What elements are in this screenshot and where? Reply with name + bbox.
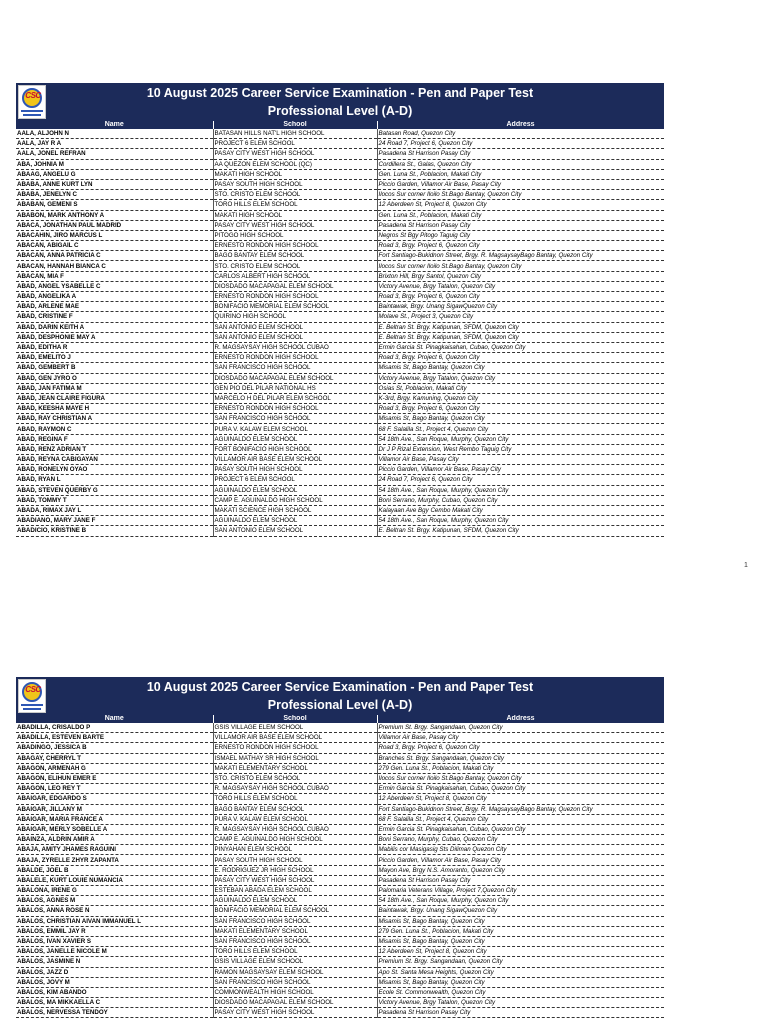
address-cell: Victory Avenue, Brgy Tatalon, Quezon City — [377, 998, 664, 1008]
table-row — [16, 977, 664, 987]
examinee-name-cell: ABADILLA, CRISALDO P — [16, 723, 213, 733]
address-cell: Pasadena St Harrison Pasay City — [377, 875, 664, 885]
school-cell: E. RODRIGUEZ JR HIGH SCHOOL — [213, 865, 377, 875]
address-cell: Baintawak, Brgy. Unang SigawQuezon City — [377, 906, 664, 916]
page-number: 1 — [744, 562, 748, 569]
school-cell: VILLAMOR AIR BASE ELEM SCHOOL — [213, 455, 377, 465]
examinee-name-cell: ABAGON, LEO REY T — [16, 784, 213, 794]
table-row — [16, 281, 664, 291]
address-cell: Gen. Luna St., Poblacion, Makati City — [377, 169, 664, 179]
address-cell: 68 F. Salalila St., Project 4, Quezon City — [377, 424, 664, 434]
examinee-name-cell: ABADILLA, ESTEVEN BARTE — [16, 733, 213, 743]
address-cell: Branches St. Brgy. Sangandaan, Quezon City — [377, 753, 664, 763]
school-cell: ERNESTO RONDON HIGH SCHOOL — [213, 404, 377, 414]
table-body — [16, 129, 664, 536]
address-cell: Fort Santiago-Bukidnon Street, Brgy. R. MagsaysayBago Bantay, Quezon City — [377, 804, 664, 814]
school-cell: ESTEBAN ABADA ELEM SCHOOL — [213, 886, 377, 896]
examinee-name-cell: ABAD, STEVEN QUERBY G — [16, 485, 213, 495]
address-cell: Ecole St. Commonwealth, Quezon City — [377, 987, 664, 997]
school-cell: QUIRINO HIGH SCHOOL — [213, 312, 377, 322]
examinee-name-cell: ABALOS, JANELLE NICOLE M — [16, 947, 213, 957]
exam-title: 10 August 2025 Career Service Examination - Pen and Paper Test — [146, 86, 534, 100]
school-cell: SAN FRANCISCO HIGH SCHOOL — [213, 977, 377, 987]
examinee-name-cell: ABAIGAR, MERLY SOBELLE A — [16, 824, 213, 834]
table-row — [16, 190, 664, 200]
address-cell: Premium St. Brgy. Sangandaan, Quezon City — [377, 957, 664, 967]
address-cell: Ermin Garcia St. Pinagkaisahan, Cubao, Quezon City — [377, 784, 664, 794]
table-row — [16, 312, 664, 322]
school-cell: PROJECT 6 ELEM SCHOOL — [213, 139, 377, 149]
address-cell: 54 18th Ave., San Roque, Murphy, Quezon City — [377, 516, 664, 526]
examinee-name-cell: ABAD, EMELITO J — [16, 353, 213, 363]
address-cell: E. Beltran St. Brgy. Katipunan, SFDM, Quezon City — [377, 526, 664, 536]
examinee-name-cell: ABADA, RIMAX JAY L — [16, 505, 213, 515]
table-row — [16, 916, 664, 926]
address-cell: Gen. Luna St., Poblacion, Makati City — [377, 210, 664, 220]
examinee-name-cell: ABALOS, ANNA ROSE N — [16, 906, 213, 916]
address-cell: Misamis St, Bago Bantay, Quezon City — [377, 916, 664, 926]
examinee-name-cell: ABABON, MARK ANTHONY A — [16, 210, 213, 220]
address-cell: Boni Serrano, Murphy, Cubao, Quezon City — [377, 495, 664, 505]
table-row — [16, 292, 664, 302]
table-row — [16, 896, 664, 906]
examinee-name-cell: ABAD, RYAN L — [16, 475, 213, 485]
address-cell: Premium St. Brgy. Sangandaan, Quezon City — [377, 723, 664, 733]
table-row — [16, 987, 664, 997]
school-cell: GSIS VILLAGE ELEM SCHOOL — [213, 957, 377, 967]
school-cell: PINYAHAN ELEM SCHOOL — [213, 845, 377, 855]
table-row — [16, 485, 664, 495]
address-cell: Misamis St, Bago Bantay, Quezon City — [377, 414, 664, 424]
table-row — [16, 139, 664, 149]
table-row — [16, 926, 664, 936]
examinee-name-cell: ABAD, JAN FATIMA M — [16, 383, 213, 393]
table-row — [16, 957, 664, 967]
table-row — [16, 784, 664, 794]
examinee-name-cell: ABAD, CRISTINE F — [16, 312, 213, 322]
address-cell: Villamor Air Base, Pasay City — [377, 733, 664, 743]
address-cell: Negros St Bgy Pitogo Taguig City — [377, 230, 664, 240]
address-cell: Misamis St, Bago Bantay, Quezon City — [377, 936, 664, 946]
table-row — [16, 434, 664, 444]
school-cell: AGUINALDO ELEM SCHOOL — [213, 896, 377, 906]
table-row — [16, 455, 664, 465]
school-cell: MAKATI HIGH SCHOOL — [213, 210, 377, 220]
examinee-name-cell: ABACAHIN, JIRO MARCUS L — [16, 230, 213, 240]
school-cell: SAN ANTONIO ELEM SCHOOL — [213, 332, 377, 342]
table-row — [16, 1008, 664, 1018]
address-cell: Ermin Garcia St. Pinagkaisahan, Cubao, Quezon City — [377, 342, 664, 352]
table-header-row — [16, 121, 664, 129]
table-body — [16, 723, 664, 1018]
address-cell: Ilocos Sur corner Iloilo St.Bago Bantay, Quezon City — [377, 773, 664, 783]
csc-logo-text: CSC — [25, 685, 41, 694]
address-cell: Boni Serrano, Murphy, Cubao, Quezon City — [377, 835, 664, 845]
address-cell: Road 3, Brgy. Project 6, Quezon City — [377, 743, 664, 753]
table-row — [16, 220, 664, 230]
school-cell: PASAY CITY WEST HIGH SCHOOL — [213, 149, 377, 159]
school-cell: SAN FRANCISCO HIGH SCHOOL — [213, 414, 377, 424]
school-cell: ERNESTO RONDON HIGH SCHOOL — [213, 353, 377, 363]
table-row — [16, 322, 664, 332]
examinee-name-cell: ABAD, REYNA CABIGAYAN — [16, 455, 213, 465]
examinee-name-cell: ABAD, GEMBERT B — [16, 363, 213, 373]
exam-header-banner — [16, 677, 664, 715]
table-header-row — [16, 715, 664, 723]
examinee-name-cell: ABAD, DESPHONIE MAY A — [16, 332, 213, 342]
school-cell: PITOGO HIGH SCHOOL — [213, 230, 377, 240]
school-cell: SAN FRANCISCO HIGH SCHOOL — [213, 363, 377, 373]
school-cell: PURA V. KALAW ELEM SCHOOL — [213, 814, 377, 824]
examinee-name-cell: ABA, JOHNIA M — [16, 159, 213, 169]
address-cell: Ilocos Sur corner Iloilo St.Bago Bantay, Quezon City — [377, 261, 664, 271]
table-row — [16, 169, 664, 179]
table-row — [16, 516, 664, 526]
school-cell: COMMONWEALTH HIGH SCHOOL — [213, 987, 377, 997]
address-cell: 68 F. Salalila St., Project 4, Quezon City — [377, 814, 664, 824]
examinee-name-cell: ABAGON, ELIHUN EMER E — [16, 773, 213, 783]
address-cell: 24 Road 7, Project 6, Quezon City — [377, 475, 664, 485]
examinee-name-cell: ABAIGAR, JILLANY M — [16, 804, 213, 814]
address-cell: Road 3, Brgy. Project 6, Quezon City — [377, 404, 664, 414]
address-cell: Ilocos Sur corner Iloilo St.Bago Bantay, Quezon City — [377, 190, 664, 200]
address-cell: E. Beltran St. Brgy. Katipunan, SFDM, Quezon City — [377, 322, 664, 332]
address-cell: Palomaria Veterans Village, Project 7,Quezon City — [377, 886, 664, 896]
examinee-name-cell: ABACAN, ABIGAIL C — [16, 241, 213, 251]
table-row — [16, 936, 664, 946]
school-cell: BONIFACIO MEMORIAL ELEM SCHOOL — [213, 302, 377, 312]
table-row — [16, 404, 664, 414]
table-row — [16, 302, 664, 312]
school-cell: R. MAGSAYSAY HIGH SCHOOL CUBAO — [213, 784, 377, 794]
examinee-name-cell: ABAD, EDITHA R — [16, 342, 213, 352]
table-row — [16, 967, 664, 977]
school-cell: PURA V. KALAW ELEM SCHOOL — [213, 424, 377, 434]
examinee-name-cell: ABADINGO, JESSICA B — [16, 743, 213, 753]
school-cell: PASAY SOUTH HIGH SCHOOL — [213, 855, 377, 865]
school-cell: FORT BONIFACIO HIGH SCHOOL — [213, 444, 377, 454]
page-1-sheet — [16, 83, 664, 537]
address-cell: Piccio Garden, Villamor Air Base, Pasay City — [377, 855, 664, 865]
table-row — [16, 526, 664, 536]
address-cell: Road 3, Brgy. Project 6, Quezon City — [377, 241, 664, 251]
exam-header-banner — [16, 83, 664, 121]
table-row — [16, 875, 664, 885]
table-row — [16, 383, 664, 393]
address-cell: Fort Santiago-Bukidnon Street, Brgy. R. MagsaysayBago Bantay, Quezon City — [377, 251, 664, 261]
table-row — [16, 241, 664, 251]
school-cell: TORO HILLS ELEM SCHOOL — [213, 794, 377, 804]
school-cell: PASAY CITY WEST HIGH SCHOOL — [213, 1008, 377, 1018]
table-row — [16, 495, 664, 505]
school-cell: AGUINALDO ELEM SCHOOL — [213, 434, 377, 444]
address-cell: Victory Avenue, Brgy Tatalon, Quezon City — [377, 281, 664, 291]
table-row — [16, 835, 664, 845]
examinee-name-cell: ABALOS, JAZZ D — [16, 967, 213, 977]
address-column-header: Address — [377, 121, 664, 129]
address-cell: Cordillera St., Galas, Quezon City — [377, 159, 664, 169]
examinee-name-cell: ABAD, RAY CHRISTIAN A — [16, 414, 213, 424]
examinee-name-cell: ABALDE, JOEL B — [16, 865, 213, 875]
address-cell: Victory Avenue, Brgy Tatalon, Quezon City — [377, 373, 664, 383]
examinee-name-cell: ABAD, GEN JYRO O — [16, 373, 213, 383]
name-column-header: Name — [16, 715, 213, 723]
address-cell: Piccio Garden, Villamor Air Base, Pasay City — [377, 179, 664, 189]
examinee-name-cell: ABALOS, EMMIL JAY R — [16, 926, 213, 936]
school-column-header: School — [213, 715, 377, 723]
examinee-name-cell: ABALOS, KIM ABANDO — [16, 987, 213, 997]
exam-subtitle: Professional Level (A-D) — [267, 104, 413, 118]
address-cell: Road 3, Brgy. Project 6, Quezon City — [377, 292, 664, 302]
examinee-name-cell: ABALOS, JOVY M — [16, 977, 213, 987]
table-row — [16, 886, 664, 896]
school-cell: SAN ANTONIO ELEM SCHOOL — [213, 526, 377, 536]
school-cell: SAN FRANCISCO HIGH SCHOOL — [213, 936, 377, 946]
table-row — [16, 261, 664, 271]
address-cell: 54 18th Ave., San Roque, Murphy, Quezon City — [377, 434, 664, 444]
school-cell: STO. CRISTO ELEM SCHOOL — [213, 773, 377, 783]
examinee-name-cell: ABALOS, MA MIKKAELLA C — [16, 998, 213, 1008]
examinee-name-cell: ABALOS, JASMINE N — [16, 957, 213, 967]
table-row — [16, 271, 664, 281]
examinee-name-cell: ABACA, JONATHAN PAUL MADRID — [16, 220, 213, 230]
school-cell: VILLAMOR AIR BASE ELEM SCHOOL — [213, 733, 377, 743]
table-row — [16, 906, 664, 916]
school-cell: BATASAN HILLS NAT'L HIGH SCHOOL — [213, 129, 377, 139]
address-cell: 12 Aberdeen St, Project 8, Quezon City — [377, 947, 664, 957]
examinee-name-cell: ABAINZA, ALDRIN AMIR A — [16, 835, 213, 845]
table-row — [16, 475, 664, 485]
address-column-header: Address — [377, 715, 664, 723]
school-cell: RAMON MAGSAYSAY ELEM SCHOOL — [213, 967, 377, 977]
address-cell: K-3rd, Brgy. Kamuning, Quezon City — [377, 393, 664, 403]
school-cell: TORO HILLS ELEM SCHOOL — [213, 200, 377, 210]
school-cell: DIOSDADO MACAPAGAL ELEM SCHOOL — [213, 281, 377, 291]
table-row — [16, 179, 664, 189]
table-row — [16, 465, 664, 475]
school-cell: TORO HILLS ELEM SCHOOL — [213, 947, 377, 957]
exam-subtitle: Professional Level (A-D) — [267, 698, 413, 712]
examinee-name-cell: ABAD, DARIN KEITH A — [16, 322, 213, 332]
school-cell: STO. CRISTO ELEM SCHOOL — [213, 190, 377, 200]
table-row — [16, 210, 664, 220]
school-cell: AGUINALDO ELEM SCHOOL — [213, 516, 377, 526]
examinee-name-cell: AALA, ALJOHN N — [16, 129, 213, 139]
examinee-name-cell: ABALELE, KURT LOUIE NUMANCIA — [16, 875, 213, 885]
address-cell: Pasadena St Harrison Pasay City — [377, 149, 664, 159]
table-row — [16, 353, 664, 363]
school-cell: PASAY CITY WEST HIGH SCHOOL — [213, 875, 377, 885]
table-row — [16, 342, 664, 352]
table-row — [16, 773, 664, 783]
examinee-name-cell: ABAD, JEAN CLAIRE FIGURA — [16, 393, 213, 403]
school-cell: MAKATI ELEMENTARY SCHOOL — [213, 926, 377, 936]
table-row — [16, 424, 664, 434]
school-cell: CARLOS ALBERT HIGH SCHOOL — [213, 271, 377, 281]
school-cell: PROJECT 6 ELEM SCHOOL — [213, 475, 377, 485]
examinee-name-cell: ABAD, RAYMON C — [16, 424, 213, 434]
examinee-name-cell: ABALOS, IVAN XAVIER S — [16, 936, 213, 946]
table-row — [16, 200, 664, 210]
examinee-name-cell: AALA, JONEL REFRAN — [16, 149, 213, 159]
address-cell: Misamis St, Bago Bantay, Quezon City — [377, 977, 664, 987]
examinee-name-cell: ABALOS, AGNES M — [16, 896, 213, 906]
address-cell: Kalayaan Ave Bgy Cembo Makati City — [377, 505, 664, 515]
examinee-name-cell: ABACAN, HANNAH BIANCA C — [16, 261, 213, 271]
table-row — [16, 159, 664, 169]
school-cell: CAMP E. AGUINALDO HIGH SCHOOL — [213, 835, 377, 845]
address-cell: Baintawak, Brgy. Unang SigawQuezon City — [377, 302, 664, 312]
table-row — [16, 947, 664, 957]
school-cell: BAGO BANTAY ELEM SCHOOL — [213, 251, 377, 261]
table-row — [16, 363, 664, 373]
address-cell: 54 18th Ave., San Roque, Murphy, Quezon City — [377, 485, 664, 495]
table-row — [16, 865, 664, 875]
school-cell: AGUINALDO ELEM SCHOOL — [213, 485, 377, 495]
examinee-name-cell: ABAGON, ARMENAH G — [16, 763, 213, 773]
address-cell: Pasadena St Harrison Pasay City — [377, 220, 664, 230]
table-row — [16, 824, 664, 834]
school-cell: MAKATI ELEMENTARY SCHOOL — [213, 763, 377, 773]
address-cell: 24 Road 7, Project 6, Quezon City — [377, 139, 664, 149]
address-cell: 12 Aberdeen St, Project 8, Quezon City — [377, 794, 664, 804]
examinee-name-cell: ABALONA, IRENE G — [16, 886, 213, 896]
table-row — [16, 129, 664, 139]
table-row — [16, 230, 664, 240]
address-cell: E. Beltran St. Brgy. Katipunan, SFDM, Quezon City — [377, 332, 664, 342]
address-cell: 12 Aberdeen St, Project 8, Quezon City — [377, 200, 664, 210]
school-cell: ERNESTO RONDON HIGH SCHOOL — [213, 743, 377, 753]
examinee-name-cell: ABAIGAR, EDGARDO S — [16, 794, 213, 804]
school-cell: BONIFACIO MEMORIAL ELEM SCHOOL — [213, 906, 377, 916]
school-cell: PASAY SOUTH HIGH SCHOOL — [213, 465, 377, 475]
school-cell: GSIS VILLAGE ELEM SCHOOL — [213, 723, 377, 733]
table-row — [16, 251, 664, 261]
csc-logo-text: CSC — [25, 91, 41, 100]
school-cell: MARCELO H DEL PILAR ELEM SCHOOL — [213, 393, 377, 403]
address-cell: Mabilis cor Masigasig Sts Diliman Quezon City — [377, 845, 664, 855]
table-row — [16, 743, 664, 753]
school-cell: STO. CRISTO ELEM SCHOOL — [213, 261, 377, 271]
examinee-name-cell: ABAJA, ZYRELLE ZHYR ZAPANTA — [16, 855, 213, 865]
examinee-name-cell: ABADIANO, MARY JANE F — [16, 516, 213, 526]
examinee-name-cell: ABAJA, AMITY JHAMES RAGUINI — [16, 845, 213, 855]
examinee-name-cell: ABADICIO, KRISTINE B — [16, 526, 213, 536]
name-column-header: Name — [16, 121, 213, 129]
table-row — [16, 444, 664, 454]
examinee-name-cell: ABALOS, NERVESSA TENDOY — [16, 1008, 213, 1018]
school-cell: ERNESTO RONDON HIGH SCHOOL — [213, 241, 377, 251]
page-2-sheet — [16, 677, 664, 1018]
examinee-name-cell: ABAD, ARLENE MAE — [16, 302, 213, 312]
examinee-name-cell: ABALOS, CHRISTIAN AIVAN IMMANUEL L — [16, 916, 213, 926]
table-row — [16, 373, 664, 383]
address-cell: 54 18th Ave., San Roque, Murphy, Quezon City — [377, 896, 664, 906]
examinee-name-cell: ABAD, TOMMY T — [16, 495, 213, 505]
address-cell: Batasan Road, Quezon City — [377, 129, 664, 139]
school-cell: PASAY SOUTH HIGH SCHOOL — [213, 179, 377, 189]
table-row — [16, 505, 664, 515]
exam-title: 10 August 2025 Career Service Examination - Pen and Paper Test — [146, 680, 534, 694]
address-cell: 279 Gen. Luna St., Poblacion, Makati City — [377, 763, 664, 773]
address-cell: Apo St. Santa Mesa Heights, Quezon City — [377, 967, 664, 977]
school-cell: GEN PIO DEL PILAR NATIONAL HS — [213, 383, 377, 393]
examinee-name-cell: ABACAN, MIA F — [16, 271, 213, 281]
address-cell: Molave St., Project 3, Quezon City — [377, 312, 664, 322]
school-cell: SAN FRANCISCO HIGH SCHOOL — [213, 916, 377, 926]
address-cell: Villamor Air Base, Pasay City — [377, 455, 664, 465]
examinee-name-cell: ABACAN, ANNA PATRICIA C — [16, 251, 213, 261]
table-row — [16, 149, 664, 159]
address-cell: Osias St, Poblacion, Makati City — [377, 383, 664, 393]
address-cell: Mayon Ave, Brgy N.S. Amoranto, Quezon City — [377, 865, 664, 875]
examinee-name-cell: ABAD, ANGEL YSABELLE C — [16, 281, 213, 291]
examinee-name-cell: ABAD, RONELYN OYAO — [16, 465, 213, 475]
school-cell: R. MAGSAYSAY HIGH SCHOOL CUBAO — [213, 824, 377, 834]
table-row — [16, 998, 664, 1008]
table-row — [16, 814, 664, 824]
school-cell: BAGO BANTAY ELEM SCHOOL — [213, 804, 377, 814]
examinee-name-cell: ABAAG, ANGELU G — [16, 169, 213, 179]
school-cell: CAMP E. AGUINALDO HIGH SCHOOL — [213, 495, 377, 505]
address-cell: Misamis St, Bago Bantay, Quezon City — [377, 363, 664, 373]
school-cell: DIOSDADO MACAPAGAL ELEM SCHOOL — [213, 373, 377, 383]
school-cell: ISMAEL MATHAY SR HIGH SCHOOL — [213, 753, 377, 763]
table-row — [16, 845, 664, 855]
address-cell: Road 3, Brgy. Project 6, Quezon City — [377, 353, 664, 363]
examinee-name-cell: ABAGAY, CHERRYL T — [16, 753, 213, 763]
school-cell: R. MAGSAYSAY HIGH SCHOOL CUBAO — [213, 342, 377, 352]
address-cell: Dr J P Rizal Extension, West Rembo Taguig City — [377, 444, 664, 454]
examinee-name-cell: AALA, JAY R A — [16, 139, 213, 149]
school-cell: MAKATI HIGH SCHOOL — [213, 169, 377, 179]
examinee-name-cell: ABAD, ANGELIKA A — [16, 292, 213, 302]
table-row — [16, 804, 664, 814]
school-cell: ERNESTO RONDON HIGH SCHOOL — [213, 292, 377, 302]
examinee-name-cell: ABABA, JENELYN C — [16, 190, 213, 200]
table-row — [16, 753, 664, 763]
examinee-name-cell: ABAIGAR, MARIA FRANCE A — [16, 814, 213, 824]
address-cell: Piccio Garden, Villamor Air Base, Pasay City — [377, 465, 664, 475]
address-cell: Brixton Hill, Brgy Santol, Quezon City — [377, 271, 664, 281]
address-cell: Ermin Garcia St. Pinagkaisahan, Cubao, Quezon City — [377, 824, 664, 834]
school-cell: MAKATI SCIENCE HIGH SCHOOL — [213, 505, 377, 515]
examinee-name-cell: ABABAN, GEMENI S — [16, 200, 213, 210]
examinee-name-cell: ABAD, KEESHA MAYE H — [16, 404, 213, 414]
examinee-table — [16, 715, 665, 1018]
examinee-name-cell: ABAD, RENZ ADRIAN T — [16, 444, 213, 454]
table-row — [16, 794, 664, 804]
table-row — [16, 855, 664, 865]
address-cell: Pasadena St Harrison Pasay City — [377, 1008, 664, 1018]
table-row — [16, 393, 664, 403]
school-column-header: School — [213, 121, 377, 129]
table-row — [16, 723, 664, 733]
examinee-table — [16, 121, 665, 537]
address-cell: 279 Gen. Luna St., Poblacion, Makati City — [377, 926, 664, 936]
school-cell: SAN ANTONIO ELEM SCHOOL — [213, 322, 377, 332]
table-row — [16, 733, 664, 743]
table-row — [16, 332, 664, 342]
school-cell: AA QUEZON ELEM SCHOOL (QC) — [213, 159, 377, 169]
table-row — [16, 414, 664, 424]
school-cell: PASAY CITY WEST HIGH SCHOOL — [213, 220, 377, 230]
table-row — [16, 763, 664, 773]
school-cell: DIOSDADO MACAPAGAL ELEM SCHOOL — [213, 998, 377, 1008]
examinee-name-cell: ABAD, REGINA F — [16, 434, 213, 444]
examinee-name-cell: ABABA, ANNE KURT LYN — [16, 179, 213, 189]
